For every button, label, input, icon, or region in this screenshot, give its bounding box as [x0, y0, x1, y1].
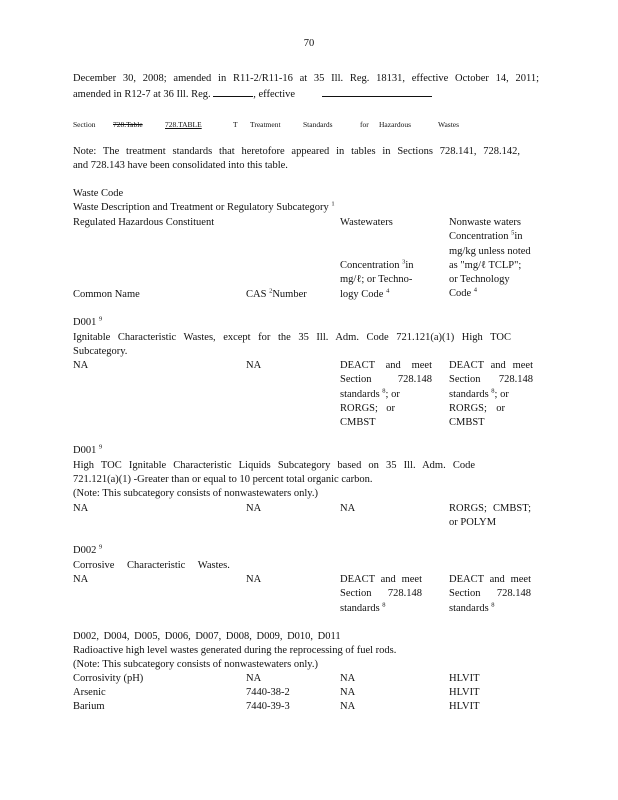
waste-code-d002: D002 $^9$ — [73, 543, 103, 556]
blank-effective-date — [322, 87, 432, 97]
section-heading — [73, 118, 543, 130]
waste-description: Corrosive Characteristic Wastes. — [73, 560, 230, 571]
header-line: or Technology — [449, 274, 510, 286]
history-line-2 — [73, 87, 539, 102]
header-waste-description — [73, 201, 335, 215]
wastewater-standard: NA — [340, 687, 356, 698]
header-nonwastewaters — [449, 216, 531, 302]
nonwastewater-standard: or POLYM — [449, 517, 497, 528]
wastewater-standard: DEACT and meet Section 728.148 standards $^8$ — [340, 574, 422, 614]
cas-number: 7440-38-2 — [246, 687, 290, 698]
section-title-word: for — [360, 120, 369, 129]
history-line-2-text: amended in R12-7 at 36 Ill. Reg. — [73, 89, 211, 100]
header-waste-description-text: Waste Description and Treatment or Regulatory Subcategory — [73, 202, 329, 213]
blank-reg-page — [213, 87, 253, 97]
note-line-1: Note: The treatment standards that heretofore appeared in tables in Sections 728.141, 728.142, — [73, 146, 520, 157]
header-line: mg/kg unless noted — [449, 245, 531, 257]
waste-code-d001: D001 $^9$ — [73, 315, 103, 328]
section-title-t: T — [233, 120, 238, 129]
wastewater-standard: NA — [340, 503, 356, 514]
cas-number: NA — [246, 503, 262, 514]
note-line-2: and 728.143 have been consolidated into this table. — [73, 160, 288, 171]
wastewater-standard: NA — [340, 673, 356, 684]
nonwastewater-standard: HLVIT — [449, 687, 480, 698]
waste-codes-list: D002, D004, D005, D006, D007, D008, D009, D010, D011 — [73, 631, 341, 642]
waste-description: 721.121(a)(1) -Greater than or equal to 10 percent total organic carbon. — [73, 474, 373, 485]
header-line: Concentration $^3$in — [340, 258, 414, 271]
header-line: Concentration $^5$in — [449, 229, 523, 243]
nonwastewater-standard: HLVIT — [449, 701, 480, 712]
header-ww-concentration — [340, 259, 414, 302]
header-regulated-constituent: Regulated Hazardous Constituent — [73, 217, 215, 228]
wastewater-standard: DEACT and meet Section 728.148 standards $^8$; or RORGS; or CMBST — [340, 360, 432, 429]
constituent-name: NA — [73, 574, 89, 585]
header-line: mg/ℓ; or Techno- — [340, 274, 413, 286]
section-label: Section — [73, 120, 96, 129]
cas-number: NA — [246, 574, 262, 585]
subcategory-note: (Note: This subcategory consists of nonwastewaters only.) — [73, 488, 318, 499]
header-wastewaters: Wastewaters — [340, 217, 393, 228]
constituent-name: Barium — [73, 701, 105, 712]
section-title-word: Hazardous — [379, 120, 412, 129]
waste-code-d001: D001 $^9$ — [73, 443, 103, 456]
header-line: logy Code $^4$ — [340, 287, 390, 300]
nonwastewater-standard: RORGS; CMBST; — [449, 503, 531, 514]
section-title-word: Treatment — [250, 120, 281, 129]
waste-description: High TOC Ignitable Characteristic Liquids Subcategory based on 35 Ill. Adm. Code — [73, 460, 475, 471]
nonwastewater-standard: DEACT and meet Section 728.148 standards $^8$; or RORGS; or CMBST — [449, 360, 533, 429]
waste-description: Ignitable Characteristic Wastes, except for the 35 Ill. Adm. Code 721.121(a)(1) High TOC — [73, 332, 511, 343]
cas-number: NA — [246, 360, 262, 371]
cas-number: NA — [246, 673, 262, 684]
history-line-1: December 30, 2008; amended in R11-2/R11-16 at 35 Ill. Reg. 18131, effective October 14, 2011; — [73, 73, 539, 84]
wastewater-standard: NA — [340, 701, 356, 712]
nonwastewater-standard: DEACT and meet Section 728.148 standards $^8$ — [449, 574, 531, 614]
subcategory-note: (Note: This subcategory consists of nonwastewaters only.) — [73, 659, 318, 670]
header-line: as "mg/ℓ TCLP"; — [449, 259, 522, 271]
constituent-name: NA — [73, 360, 89, 371]
cas-number: 7440-39-3 — [246, 701, 290, 712]
header-line: Code $^4$ — [449, 286, 478, 300]
section-title-word: Standards — [303, 120, 333, 129]
header-cas-number: CAS $^2$Number — [246, 287, 307, 300]
waste-description: Radioactive high level wastes generated during the reprocessing of fuel rods. — [73, 645, 397, 656]
history-effective: , effective — [253, 89, 296, 100]
constituent-name: Arsenic — [73, 687, 106, 698]
page-number: 70 — [303, 38, 315, 49]
footnote-ref: 1 — [331, 200, 335, 208]
nonwastewater-standard: HLVIT — [449, 673, 480, 684]
constituent-name: NA — [73, 503, 89, 514]
section-old-number: 728.Table — [113, 120, 143, 129]
waste-description: Subcategory. — [73, 346, 128, 357]
section-new-number: 728.TABLE — [165, 120, 202, 129]
header-common-name: Common Name — [73, 289, 140, 300]
header-line: Nonwaste waters — [449, 217, 522, 228]
section-title-word: Wastes — [438, 120, 460, 129]
header-waste-code: Waste Code — [73, 188, 124, 199]
constituent-name: Corrosivity (pH) — [73, 673, 144, 684]
